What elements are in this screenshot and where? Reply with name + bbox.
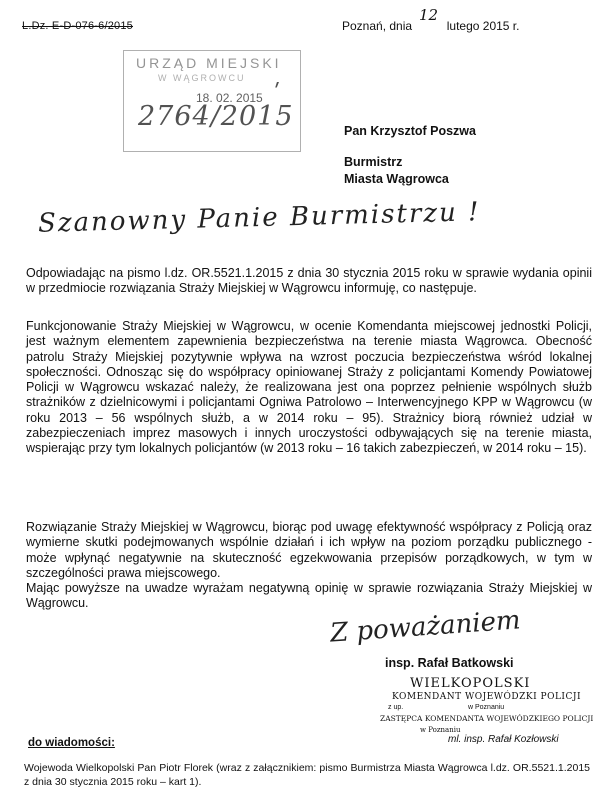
signatory-name: insp. Rafał Batkowski xyxy=(385,656,514,670)
official-stamp-line-2: KOMENDANT WOJEWÓDZKI POLICJI xyxy=(392,692,582,702)
paragraph-1: Odpowiadając na pismo l.dz. OR.5521.1.2015 z dnia 30 stycznia 2015 roku w sprawie wydania opinii w przedmiocie rozwiązania Straży Miejskiej w Wągrowcu informuję, co następuje. xyxy=(26,266,592,296)
stamp-line-2: W WĄGROWCU xyxy=(158,73,246,83)
stamp-line-1: URZĄD MIEJSKI xyxy=(136,55,282,71)
official-stamp-line-6: w Poznaniu xyxy=(420,726,461,734)
handwritten-signature: Z poważaniem xyxy=(329,605,522,649)
stamp-flourish: ʹ xyxy=(274,81,281,106)
paragraph-3: Rozwiązanie Straży Miejskiej w Wągrowcu, biorąc pod uwagę efektywność współpracy z Policją oraz wymierne skutki podejmowanych wspólnie działań i ich wpływ na poziom porządku publicznego - może wpłynąć negatywnie na skuteczność egzekwowania przepisów porządkowych, w tym w szczególności prawa miejscowego. xyxy=(26,520,592,580)
handwritten-day: 12 xyxy=(419,6,439,24)
place-date-prefix: Poznań, dnia xyxy=(342,19,413,33)
paragraph-4: Mając powyższe na uwadze wyrażam negatywną opinię w sprawie rozwiązania Straży Miejskiej w Wągrowcu. xyxy=(26,581,592,611)
registry-stamp xyxy=(123,50,301,152)
place-date-suffix: lutego 2015 r. xyxy=(446,19,520,33)
stamp-date: 18. 02. 2015 xyxy=(196,91,263,105)
stamp-registry-number: 2764/2015 xyxy=(138,101,294,132)
recipient-name: Pan Krzysztof Poszwa xyxy=(344,124,476,138)
footer-text: Wojewoda Wielkopolski Pan Piotr Florek (wraz z załącznikiem: pismo Burmistrza Miasta Wągrowca l.dz. OR.5521.1.2015 z dnia 30 stycznia 2015 roku – kart 1). xyxy=(24,762,590,788)
reference-number: L.Dz. E-D-076-6/2015 xyxy=(22,20,133,32)
official-stamp-line-5: ZASTĘPCA KOMENDANTA WOJEWÓDZKIEGO POLICJI xyxy=(380,714,594,723)
footer-heading: do wiadomości: xyxy=(28,737,115,749)
official-stamp-line-3: z up. xyxy=(388,704,404,711)
recipient-title: Burmistrz xyxy=(344,155,403,169)
paragraph-2: Funkcjonowanie Straży Miejskiej w Wągrowcu, w ocenie Komendanta miejscowej jednostki Policji, jest ważnym elementem zapewnienia bezpieczeństwa na terenie miasta Wągrowca. Obecność patrolu Straży Miejskiej pozytywnie wpływa na wzrost poczucia bezpieczeństwa wśród lokalnej społeczności. Odnosząc się do współpracy opiniowanej Straży z policjantami Komendy Powiatowej Policji w Wągrowcu wskazać należy, że realizowana jest ona poprzez pełnienie wspólnych służb strażników z dzielnicowymi i policjantami Ogniwa Patrolowo – Interwencyjnego KPP w Wągrowcu (w roku 2013 – 56 wspólnych służb, a w 2014 roku – 95). Strażnicy biorą również udział w zabezpieczeniach imprez masowych i innych uroczystości odbywających się na terenie miasta, wspierając przy tym lokalnych policjantów (w 2013 roku – 16 takich zabezpieczeń, w 2014 roku – 15). xyxy=(26,319,592,456)
handwritten-greeting: Szanowny Panie Burmistrzu ! xyxy=(37,197,481,239)
official-stamp-signer: ml. insp. Rafał Kozłowski xyxy=(448,734,559,745)
recipient-office: Miasta Wągrowca xyxy=(344,172,449,186)
official-stamp-line-1: WIELKOPOLSKI xyxy=(410,676,531,691)
official-stamp-line-4: w Poznaniu xyxy=(468,704,505,711)
